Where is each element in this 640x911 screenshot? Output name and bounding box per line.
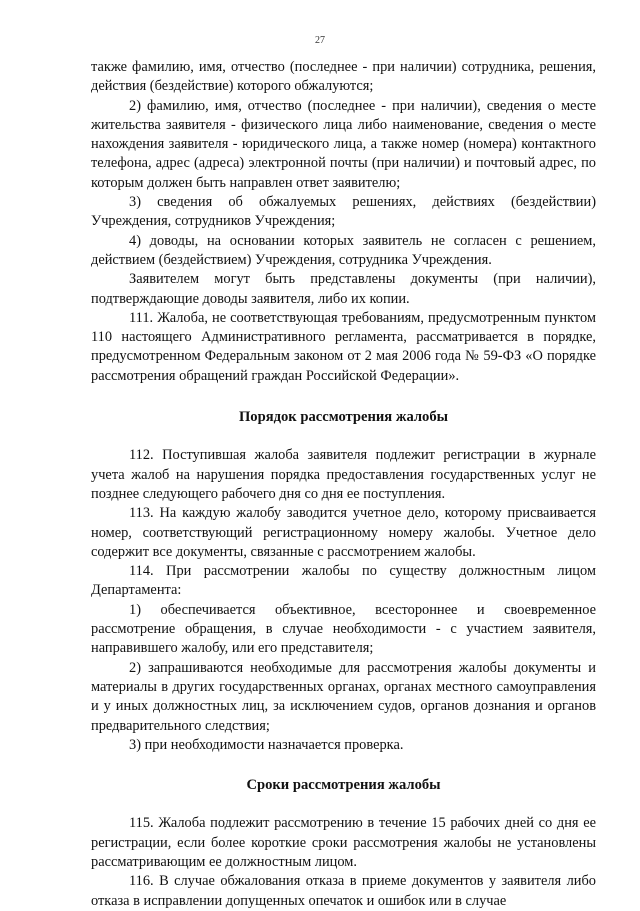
paragraph: 116. В случае обжалования отказа в приеме документов у заявителя либо отказа в исправлении допущенных опечаток и ошибок или в случае bbox=[91, 873, 596, 909]
section-heading: Сроки рассмотрения жалобы bbox=[246, 777, 441, 794]
page-number: 27 bbox=[315, 35, 325, 46]
paragraph: 2) фамилию, имя, отчество (последнее - при наличии), сведения о месте жительства заявителя - физического лица либо наименование, сведения о месте нахождения заявителя - юридического лица, а также номер (номера) контактного телефона, адрес (адреса) электронной почты (при наличии) и почтовый адрес, по которым должен быть направлен ответ заявителю; bbox=[91, 97, 596, 191]
paragraph: 115. Жалоба подлежит рассмотрению в течение 15 рабочих дней со дня ее регистрации, если более короткие сроки рассмотрения жалобы не установлены рассматривающим ее должностным лицом. bbox=[91, 815, 596, 870]
paragraph: Заявителем могут быть представлены документы (при наличии), подтверждающие доводы заявителя, либо их копии. bbox=[91, 271, 596, 307]
paragraph: 3) при необходимости назначается проверка. bbox=[129, 736, 404, 753]
section-heading: Порядок рассмотрения жалобы bbox=[238, 409, 449, 426]
paragraph: 1) обеспечивается объективное, всестороннее и своевременное рассмотрение обращения, в случае необходимости - с участием заявителя, направившего жалобу, или его представителя; bbox=[91, 601, 596, 657]
page-content bbox=[91, 58, 596, 911]
paragraph: 111. Жалоба, не соответствующая требованиям, предусмотренным пунктом 110 настоящего Административного регламента, рассматривается в порядке, предусмотренном Федеральным законом от 2 мая 2006 года № 59-ФЗ «О порядке рассмотрения обращений граждан Российской Федерации». bbox=[91, 309, 596, 384]
paragraph: 2) запрашиваются необходимые для рассмотрения жалобы документы и материалы в других государственных органах, органах местного самоуправления и у иных должностных лиц, за исключением судов, органов дознания и органов предварительного следствия; bbox=[91, 659, 596, 734]
paragraph: 114. При рассмотрении жалобы по существу должностным лицом Департамента: bbox=[91, 563, 596, 599]
paragraph: 112. Поступившая жалоба заявителя подлежит регистрации в журнале учета жалоб на нарушения порядка предоставления государственных услуг не позднее следующего рабочего дня со дня ее поступления. bbox=[91, 447, 596, 502]
paragraph: 4) доводы, на основании которых заявитель не согласен с решением, действием (бездействием) Учреждения, сотрудника Учреждения. bbox=[91, 232, 596, 268]
paragraph: 3) сведения об обжалуемых решениях, действиях (бездействии) Учреждения, сотрудников Учреждения; bbox=[91, 194, 596, 230]
paragraph: также фамилию, имя, отчество (последнее - при наличии) сотрудника, решения, действия (бездействие) которого обжалуются; bbox=[91, 59, 596, 95]
paragraph: 113. На каждую жалобу заводится учетное дело, которому присваивается номер, соответствующий регистрационному номеру жалобы. Учетное дело содержит все документы, связанные с рассмотрением жалобы. bbox=[91, 505, 596, 560]
